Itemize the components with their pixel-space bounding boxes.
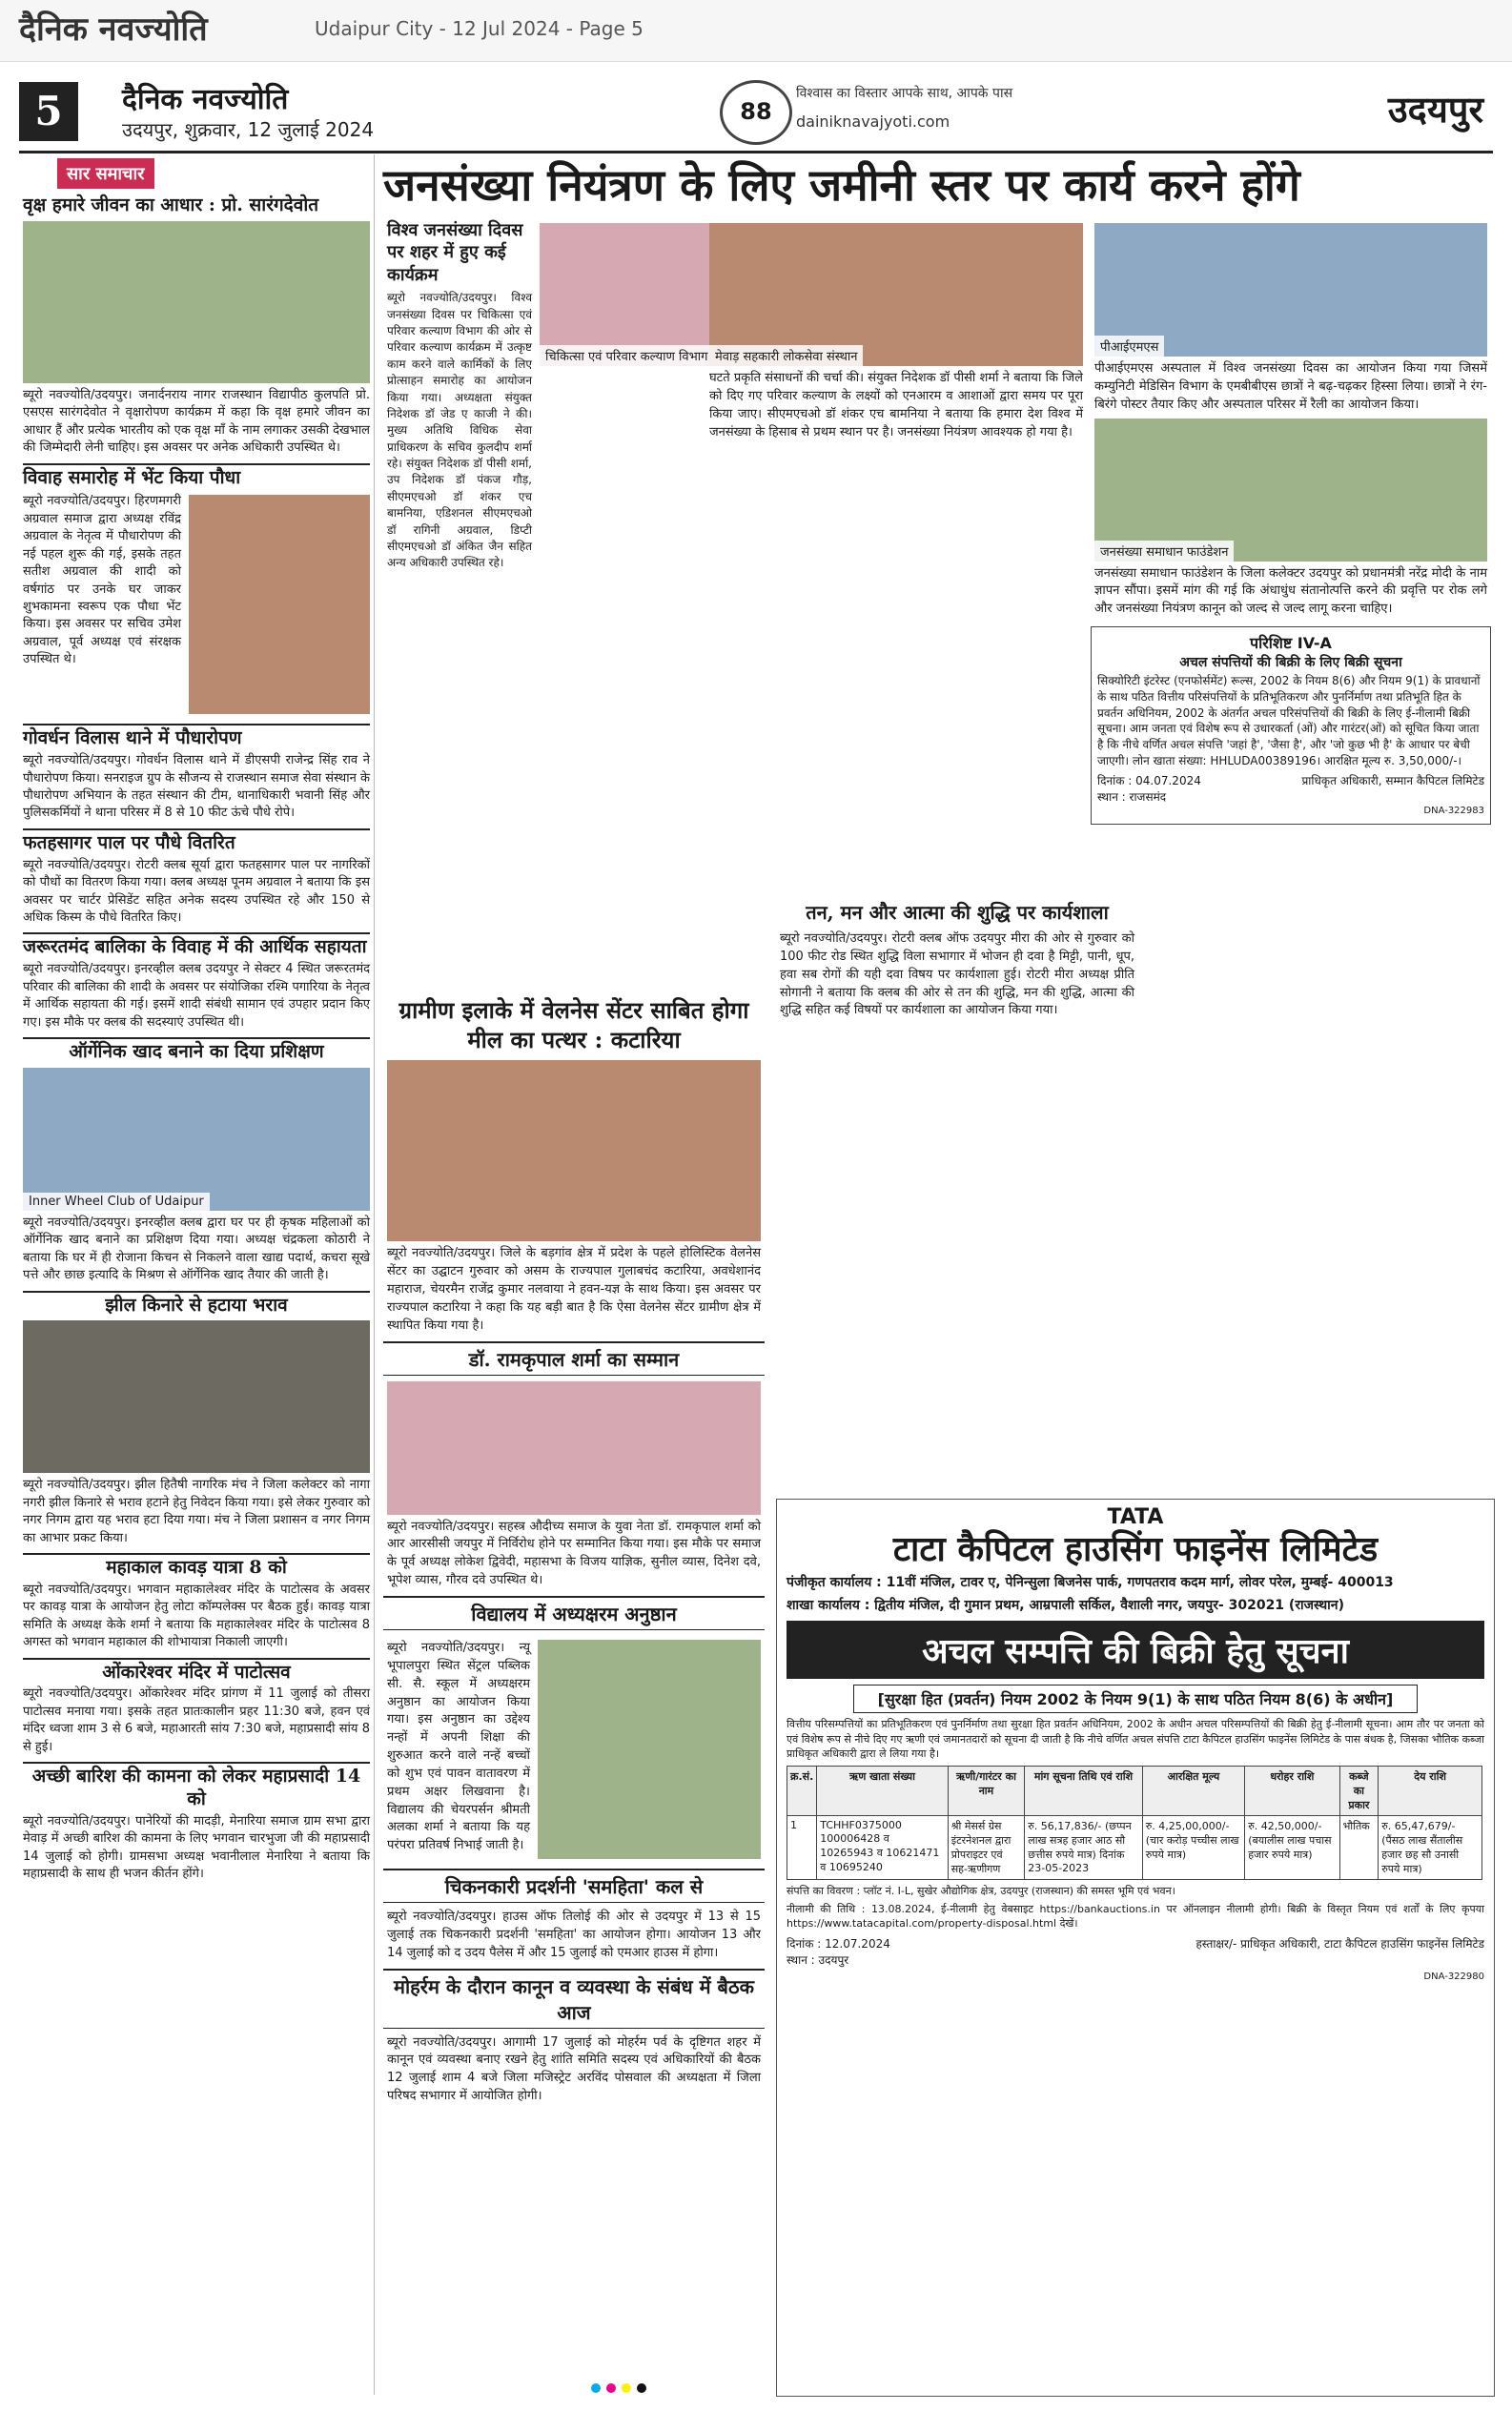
table-header: ऋणी/गारंटर का नाम <box>948 1766 1025 1815</box>
table-cell: श्री मेसर्स ग्रेस इंटरनेशनल द्वारा प्रोपराइटर एवं सह-ऋणीगण <box>948 1815 1025 1879</box>
story-photo <box>540 223 723 366</box>
auction-terms: नीलामी की तिथि : 13.08.2024, ई-नीलामी हेतु वेबसाइट https://bankauctions.in पर ऑनलाइन नीलामी होगी। बिक्री के विस्तृत नियम एवं शर्तों के लिए कृपया https://www.tatacapital.com/property-disposal.html देखें। <box>787 1902 1484 1931</box>
banner-headline: जनसंख्या नियंत्रण के लिए जमीनी स्तर पर कार्य करने होंगे <box>383 159 1300 211</box>
story-headline: ओंकारेश्वर मंदिर में पाटोत्सव <box>23 1658 370 1685</box>
story-body: ब्यूरो नवज्योति/उदयपुर। रोटरी क्लब ऑफ उदयपुर मीरा की ओर से गुरुवार को 100 फीट रोड स्थित शुद्धि विला सभागार में भोजन ही दवा है मिट्टी, पानी, धूप, हवा सब रोगों की यही दवा विषय पर कार्यशाला हुई। रोटरी मीरा अध्यक्ष प्रीति सोगानी ने बताया कि क्लब की ओर से तन की शुद्धि, मन की शुद्धि, आत्मा की शुद्धि सहित कई विषयों पर कार्यशाला का आयोजन किया गया। <box>780 931 1134 1018</box>
tata-logo: TATA <box>1107 1505 1164 1529</box>
story-text-block <box>383 219 536 576</box>
notice-subtitle: [सुरक्षा हित (प्रवर्तन) नियम 2002 के नियम 9(1) के साथ पठित नियम 8(6) के अधीन] <box>853 1685 1418 1713</box>
tata-capital-notice <box>776 1499 1495 2397</box>
table-header: ऋण खाता संख्या <box>817 1766 948 1815</box>
story-headline: फतहसागर पाल पर पौधे वितरित <box>23 828 370 855</box>
story-photo <box>387 1381 761 1515</box>
table-header: देय राशि <box>1379 1766 1482 1815</box>
story-photo <box>387 1060 761 1241</box>
story-photo <box>1094 223 1487 357</box>
anniversary-badge: 88 <box>720 80 792 145</box>
right-stories <box>1091 219 1491 825</box>
story-headline: तन, मन और आत्मा की शुद्धि पर कार्यशाला <box>806 901 1109 924</box>
middle-stories <box>383 990 765 2110</box>
story-body: ब्यूरो नवज्योति/उदयपुर। जिले के बड़गांव क्षेत्र में प्रदेश के पहले होलिस्टिक वेलनेस सेंटर का उद्घाटन गुरुवार को असम के राज्यपाल गुलाबचंद कटारिया, अवधेशानंद महाराज, चेयरमैन राजेंद्र कुमार नलवाया ने हवन-यज्ञ के साथ किया। इस अवसर पर राज्यपाल कटारिया ने कहा कि यह बड़ी बात है कि ऐसा वेलनेस सेंटर ग्रामीण क्षेत्र में स्थापित किया गया है। <box>387 1246 761 1333</box>
story-body: ब्यूरो नवज्योति/उदयपुर। इनरव्हील क्लब द्वारा घर पर ही कृषक महिलाओं को ऑर्गेनिक खाद बनाने का प्रशिक्षण दिया गया। अध्यक्ष चंद्रकला कोठारी ने बताया कि घर में ही रोजाना किचन से निकलने वाला खाद्य पदार्थ, कचरा सूखे पत्ते और छाछ इत्यादि के मिश्रण से ऑर्गेनिक खाद तैयार की जाती है। <box>23 1215 370 1283</box>
newspaper-page <box>19 74 1493 2397</box>
story-headline: विवाह समारोह में भेंट किया पौधा <box>23 463 370 490</box>
edition-info: Udaipur City - 12 Jul 2024 - Page 5 <box>315 17 644 40</box>
auction-table <box>787 1766 1482 1880</box>
story-body: जनसंख्या समाधान फाउंडेशन के जिला कलेक्टर उदयपुर को प्रधानमंत्री नरेंद्र मोदी के नाम ज्ञापन सौंपा। इसमें मांग की गई कि अंधाधुंध संतानोत्पत्ति करने की प्रवृत्ति पर रोक लगे और जनसंख्या नियंत्रण कानून को जल्द से जल्द लागू करना चाहिए। <box>1094 565 1487 617</box>
story-photo <box>189 495 370 714</box>
story-body: ब्यूरो नवज्योति/उदयपुर। हाउस ऑफ तिलोई की ओर से उदयपुर में 13 से 15 जुलाई तक चिकनकारी प्रदर्शनी 'समहिता' का आयोजन होगा। आयोजन 13 और 14 जुलाई को द उदय पैलेस में और 15 जुलाई को एमआर हाउस में होगा। <box>387 1909 761 1960</box>
story-headline: विद्यालय में अध्यक्षरम अनुष्ठान <box>383 1596 765 1630</box>
story-headline: चिकनकारी प्रदर्शनी 'समहिता' कल से <box>383 1869 765 1903</box>
story-body: ब्यूरो नवज्योति/उदयपुर। ओंकारेश्वर मंदिर प्रांगण में 11 जुलाई को तीसरा पाटोत्सव मनाया गया। इसके तहत प्रातःकालीन प्रहर 11:30 बजे, हवन एवं मंदिर ध्वजा शाम 3 से 6 बजे, महाआरती सांय 7:30 बजे, महाप्रसादी सांय 8 से हुई। <box>23 1686 370 1754</box>
story-body: ब्यूरो नवज्योति/उदयपुर। न्यू भूपालपुरा स्थित सेंट्रल पब्लिक सी. सै. स्कूल में अध्यक्षरम अनुष्ठान का आयोजन किया गया। इस अनुष्ठान का उद्देश्य नन्हों में अपनी शिक्षा की शुरुआत करने वाले नन्हें बच्चों को शुभ एवं पावन वातावरण में प्रथम अक्षर लिखवाना है। विद्यालय की चेयरपर्सन श्रीमती अलका शर्मा ने बताया कि यह परंपरा प्रतिवर्ष निभाई जाती है। <box>387 1640 530 1853</box>
section-label: सार समाचार <box>57 158 154 189</box>
page-number: 5 <box>19 82 78 141</box>
story-photo <box>709 223 1083 366</box>
story-body: ब्यूरो नवज्योति/उदयपुर। जनार्दनराय नागर राजस्थान विद्यापीठ कुलपति प्रो. एसएस सारंगदेवोत ने वृक्षारोपण कार्यक्रम में कहा कि वृक्ष हमारे जीवन का आधार हैं और प्रत्येक भारतीय को एक वृक्ष माँ के नाम लगाकर उसकी देखभाल की जिम्मेदारी लेनी चाहिए। इस अवसर पर अनेक अधिकारी उपस्थित थे। <box>23 387 370 456</box>
property-description: संपत्ति का विवरण : प्लॉट नं. I-L, सुखेर औद्योगिक क्षेत्र, उदयपुर (राजस्थान) की समस्त भूमि एवं भवन। <box>787 1884 1175 1897</box>
table-cell: 1 <box>787 1815 817 1879</box>
story-headline: मोहर्रम के दौरान कानून व व्यवस्था के संबंध में बैठक आज <box>383 1969 765 2029</box>
story-headline: अच्छी बारिश की कामना को लेकर महाप्रसादी 14 को <box>23 1762 370 1811</box>
notice-place: स्थान : राजसमंद <box>1097 789 1167 804</box>
photo-caption: पीआईएमएस <box>1094 336 1164 357</box>
story-body: घटते प्रकृति संसाधनों की चर्चा की। संयुक्त निदेशक डॉ पीसी शर्मा ने बताया कि जिले को दिए गए परिवार कल्याण के लक्ष्यों को एनआरम व आशाओं द्वारा समय पर पूरा किया जाए। सीएमएचओ डॉ शंकर एच बामनिया ने बताया कि हमारा देश विश्व में जनसंख्या के हिसाब से प्रथम स्थान पर है। जनसंख्या नियंत्रण आवश्यक हो गया है। <box>709 371 1083 439</box>
registered-office: पंजीकृत कार्यालय : 11वीं मंजिल, टावर ए, पेनिन्सुला बिजनेस पार्क, गणपतराव कदम मार्ग, लोवर परेल, मुम्बई- 400013 <box>787 1575 1394 1591</box>
registration-dot <box>606 2383 616 2393</box>
registration-dot <box>637 2383 646 2393</box>
viewer-logo[interactable]: दैनिक नवज्योति <box>19 10 208 49</box>
story-headline: ऑर्गेनिक खाद बनाने का दिया प्रशिक्षण <box>23 1037 370 1064</box>
story-body: ब्यूरो नवज्योति/उदयपुर। पानेरियों की मादड़ी, मेनारिया समाज ग्राम सभा द्वारा मेवाड़ में अच्छी बारिश की कामना के लिए भगवान चारभुजा जी की महाप्रसादी 14 जुलाई को होगी। ग्रामसभा अध्यक्ष भवानीलाल मेनारिया ने बताया कि महाप्रसादी के साथ ही भजन कीर्तन होंगे। <box>23 1813 370 1882</box>
table-header: धरोहर राशि <box>1245 1766 1339 1815</box>
notice-signatory: हस्ताक्षर/- प्राधिकृत अधिकारी, टाटा कैपिटल हाउसिंग फाइनेंस लिमिटेड <box>1195 1936 1484 1951</box>
paper-name: दैनिक नवज्योति <box>122 83 289 116</box>
viewer-toolbar <box>0 0 1512 62</box>
table-header: मांग सूचना तिथि एवं राशि <box>1025 1766 1142 1815</box>
dateline: उदयपुर, शुक्रवार, 12 जुलाई 2024 <box>122 118 375 141</box>
story-headline: गोवर्धन विलास थाने में पौधारोपण <box>23 724 370 750</box>
left-column <box>19 154 375 2395</box>
story-body: ब्यूरो नवज्योति/उदयपुर। रोटरी क्लब सूर्या द्वारा फतहसागर पाल पर नागरिकों को पौधों का वितरण किया गया। क्लब अध्यक्ष पूनम अग्रवाल ने बताया कि इस अवसर पर चार्टर प्रेसिडेंट सहित अनेक सदस्य उपस्थित रहे और 150 से अधिक किस्म के पौधे वितरित किए। <box>23 857 370 925</box>
story-body: ब्यूरो नवज्योति/उदयपुर। झील हितैषी नागरिक मंच ने जिला कलेक्टर को नागा नगरी झील किनारे से भराव हटाने हेतु निवेदन किया गया। इसे लेकर गुरुवार को नगर निगम द्वारा यह भराव हटा दिया गया। मंच ने जिला प्रशासन व नगर निगम का आभार प्रकट किया। <box>23 1478 370 1545</box>
story-row <box>19 491 374 718</box>
story-headline: डॉ. रामकृपाल शर्मा का सम्मान <box>383 1341 765 1376</box>
registration-dot <box>622 2383 631 2393</box>
notice-body: सिक्योरिटी इंटरेस्ट (एनफोर्समेंट) रूल्स, 2002 के नियम 8(6) और नियम 9(1) के प्रावधानों के साथ पठित वित्तीय परिसंपत्तियों के प्रतिभूतिकरण और पुनर्निर्माण तथा प्रतिभूति हित के प्रवर्तन अधिनियम, 2002 के अंतर्गत अचल परिसंपत्तियों की बिक्री के लिए ई-नीलामी बिक्री सूचना। आम जनता एवं विशेष रूप से उधारकर्ता (ओं) और गारंटर(ओं) को सूचित किया जाता है कि नीचे वर्णित अचल संपत्ति 'जहां है', 'जैसा है', और 'जो कुछ भी है' के आधार पर बेची जाएगी। लोन खाता संख्या: HHLUDA00389196। आरक्षित मूल्य रु. 3,50,000/-। <box>1097 674 1481 768</box>
story-body: ब्यूरो नवज्योति/उदयपुर। विश्व जनसंख्या दिवस पर चिकित्सा एवं परिवार कल्याण विभाग की ओर से परिवार कल्याण कार्यक्रम में उत्कृष्ट काम करने वाले कार्मिकों के लिए प्रोत्साहन समारोह का आयोजन किया गया। अध्यक्षता संयुक्त निदेशक डॉ जेड ए काजी ने की। मुख्य अतिथि विधिक सेवा प्राधिकरण के सचिव कुलदीप शर्मा रहे। संयुक्त निदेशक डॉ पीसी शर्मा, उप निदेशक डॉ पंकज गौड़, सीएमएचओ डॉ शंकर एच बामनिया, एडिशनल सीएमएचओ डॉ रागिनी अग्रवाल, डिप्टी सीएमएचओ डॉ अंकित जैन सहित अन्य अधिकारी उपस्थित रहे। <box>387 291 532 570</box>
story-photo <box>23 1320 370 1473</box>
story-headline: वृक्ष हमारे जीवन का आधार : प्रो. सारंगदेवोत <box>23 194 319 215</box>
story-body: ब्यूरो नवज्योति/उदयपुर। भगवान महाकालेश्वर मंदिर के पाटोत्सव के अवसर पर कावड़ यात्रा के आयोजन हेतु लोटा कॉम्पलेक्स पर बैठक हुई। कावड़ यात्रा समिति के अध्यक्ष केके शर्मा ने बताया कि महाकालेश्वर मंदिर के पाटोत्सव 8 अगस्त को भगवान महाकाल की शोभायात्रा निकाली जाएगी। <box>23 1582 370 1650</box>
company-name: टाटा कैपिटल हाउसिंग फाइनेंस लिमिटेड <box>892 1529 1379 1569</box>
notice-footer <box>787 1935 1484 1968</box>
tagline: विश्वास का विस्तार आपके साथ, आपके पास <box>796 86 1013 101</box>
photo-caption: मेवाड़ सहकारी लोकसेवा संस्थान <box>709 345 863 366</box>
branch-office: शाखा कार्यालय : द्वितीय मंजिल, दी गुमान प्रथम, आम्रपाली सर्किल, वैशाली नगर, जयपुर- 302021 (राजस्थान) <box>787 1597 1344 1613</box>
table-header: कब्जे का प्रकार <box>1339 1766 1379 1815</box>
table-row <box>787 1815 1482 1879</box>
workshop-story <box>776 894 1138 1024</box>
table-header-row <box>787 1766 1482 1815</box>
story-headline: झील किनारे से हटाया भराव <box>23 1291 370 1318</box>
notice-intro: वित्तीय परिसम्पत्तियों का प्रतिभूतिकरण एवं पुनर्निर्माण तथा सुरक्षा हित प्रवर्तन अधिनियम, 2002 के अधीन अचल परिसम्पत्तियों की बिक्री हेतु ई-नीलामी सूचना। आम तौर पर जनता को एवं विशेष रूप से नीचे दिए गए ऋणी एवं जमानतदारों को सूचना दी जाती है कि नीचे वर्णित अचल संपत्ति टाटा कैपिटल हाउसिंग फाइनेंस लिमिटेड के पास बंधक है, जिसका भौतिक कब्जा प्राधिकृत अधिकारी द्वारा ले लिया गया है। <box>787 1718 1484 1761</box>
notice-place-date <box>787 1935 890 1968</box>
city-label: उदयपुर <box>1387 88 1483 131</box>
photo-caption: चिकित्सा एवं परिवार कल्याण विभाग <box>540 345 713 366</box>
story-headline: ग्रामीण इलाके में वेलनेस सेंटर साबित होगा मील का पत्थर : कटारिया <box>398 996 749 1054</box>
story-row <box>383 1636 765 1863</box>
table-header: क्र.सं. <box>787 1766 817 1815</box>
notice-footer <box>1097 773 1484 789</box>
ngo-story <box>705 219 1087 445</box>
registration-dot <box>591 2383 601 2393</box>
table-cell: रु. 56,17,836/- (छप्पन लाख सत्रह हजार आठ सौ छत्तीस रुपये मात्र) दिनांक 23-05-2023 <box>1025 1815 1142 1879</box>
notice-title: अचल सम्पत्ति की बिक्री हेतु सूचना <box>787 1621 1484 1679</box>
story-body: ब्यूरो नवज्योति/उदयपुर। आगामी 17 जुलाई को मोहर्रम पर्व के दृष्टिगत शहर में कानून एवं व्यवस्था बनाए रखने हेतु शांति समिति सदस्य एवं अधिकारियों की बैठक 12 जुलाई शाम 4 बजे जिला मजिस्ट्रेट अरविंद पोसवाल की अध्यक्षता में जिला परिषद सभागार में आयोजित होगी। <box>387 2034 761 2104</box>
notice-subtitle: अचल संपत्तियों की बिक्री के लिए बिक्री सूचना <box>1179 655 1402 671</box>
table-cell: रु. 65,47,679/- (पैंसठ लाख सैंतालीस हजार छह सौ उनासी रुपये मात्र) <box>1379 1815 1482 1879</box>
table-cell: TCHHF0375000 100006428 व 10265943 व 10621471 व 10695240 <box>817 1815 948 1879</box>
auction-notice <box>1091 626 1491 825</box>
story-photo <box>1094 419 1487 562</box>
story-photo <box>538 1640 761 1859</box>
table-cell: रु. 42,50,000/- (बयालीस लाख पचास हजार रुपये मात्र) <box>1245 1815 1339 1879</box>
story-photo <box>23 1068 370 1211</box>
table-cell: भौतिक <box>1339 1815 1379 1879</box>
notice-place: स्थान : उदयपुर <box>787 1952 849 1967</box>
story-body: ब्यूरो नवज्योति/उदयपुर। हिरणमगरी अग्रवाल समाज द्वारा अध्यक्ष रविंद्र अग्रवाल के नेतृत्व में पौधारोपण की नई पहल शुरू की गई, इसके तहत सतीश अग्रवाल की शादी को वर्षगांठ पर उनके घर जाकर शुभकामना स्वरूप एक पौधा भेंट किया। इस अवसर पर सचिव उमेश अग्रवाल, पूर्व अध्यक्ष एवं संरक्षक उपस्थित थे। <box>23 494 181 667</box>
notice-title: परिशिष्ट IV-A <box>1250 634 1332 653</box>
table-cell: रु. 4,25,00,000/- (चार करोड़ पच्चीस लाख रुपये मात्र) <box>1142 1815 1245 1879</box>
photo-caption: जनसंख्या समाधान फाउंडेशन <box>1094 541 1234 562</box>
story-body: ब्यूरो नवज्योति/उदयपुर। इनरव्हील क्लब उदयपुर ने सेक्टर 4 स्थित जरूरतमंद परिवार की बालिका की शादी के अवसर पर संयोजिका रश्मि पगारिया के नेतृत्व में आर्थिक सहायता की गई। इसमें शादी संबंधी सामान एवं उपहार प्रदान किए गए। इस मौके पर क्लब की सदस्याएं उपस्थित थी। <box>23 962 370 1030</box>
notice-date: दिनांक : 12.07.2024 <box>787 1936 890 1951</box>
notice-code: DNA-322983 <box>1423 806 1484 817</box>
story-body: ब्यूरो नवज्योति/उदयपुर। सहस्त्र औदीच्य समाज के युवा नेता डॉ. रामकृपाल शर्मा को आर आरसीसी जयपुर में निर्विरोध होने पर सम्मानित किया गया। इस मौके पर समाज के पूर्व अध्यक्ष लोकेश द्विवेदी, महासभा के विजय याज्ञिक, सुनील व्यास, दिनेश दवे, भूपेश व्यास, गौरव दवे उपस्थित थे। <box>387 1519 761 1588</box>
notice-code: DNA-322980 <box>1423 1971 1484 1982</box>
table-header: आरक्षित मूल्य <box>1142 1766 1245 1815</box>
website: dainiknavajyoti.com <box>796 112 950 131</box>
story-headline: विश्व जनसंख्या दिवस पर शहर में हुए कई कार्यक्रम <box>387 220 523 285</box>
story-top-row <box>383 219 726 576</box>
notice-date: दिनांक : 04.07.2024 <box>1097 773 1201 787</box>
story-photo <box>23 221 370 383</box>
story-body: पीआईएमएस अस्पताल में विश्व जनसंख्या दिवस का आयोजन किया गया जिसमें कम्युनिटी मेडिसिन विभाग के एमबीबीएस छात्रों ने बढ़-चढ़कर हिस्सा लिया। छात्रों ने रंग-बिरंगे पोस्टर तैयार किए और अस्पताल परिसर में रैली का आयोजन किया। <box>1094 361 1487 412</box>
population-day-story <box>383 219 726 576</box>
story-photo-block <box>536 219 726 576</box>
masthead <box>19 74 1493 153</box>
story-headline: जरूरतमंद बालिका के विवाह में की आर्थिक सहायता <box>23 932 370 959</box>
notice-signatory: प्राधिकृत अधिकारी, सम्मान कैपिटल लिमिटेड <box>1301 773 1484 787</box>
story-body: ब्यूरो नवज्योति/उदयपुर। गोवर्धन विलास थाने में डीएसपी राजेन्द्र सिंह राव ने पौधारोपण किया। सनराइज ग्रुप के सौजन्य से राजस्थान समाज सेवा संस्थान के पौधारोपण अभियान के तहत संस्थान की टीम, थानाधिकारी भवानी सिंह और पुलिसकर्मियों ने थाना परिसर में 8 से 10 फीट ऊंचे पौधे रोपे। <box>23 753 370 821</box>
story-headline: महाकाल कावड़ यात्रा 8 को <box>23 1553 370 1580</box>
photo-caption: Inner Wheel Club of Udaipur <box>23 1193 210 1211</box>
